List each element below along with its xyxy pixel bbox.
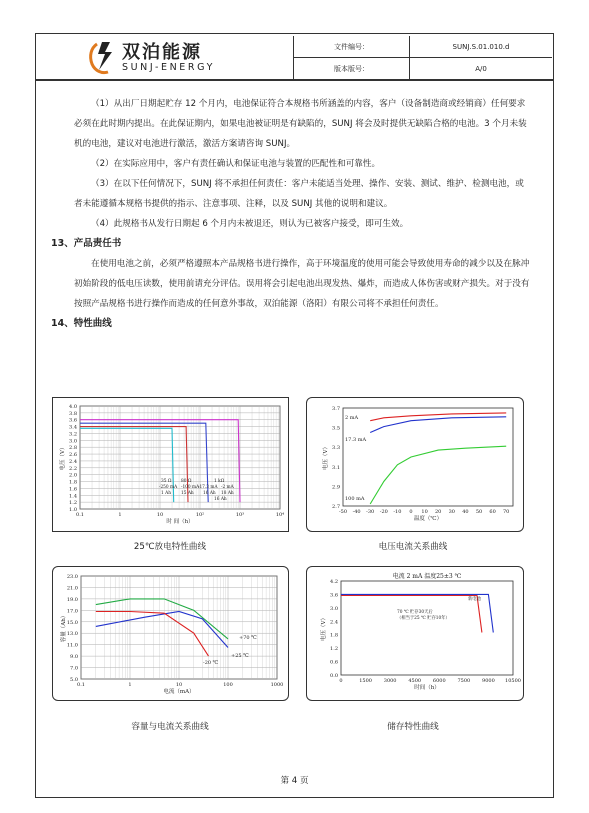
y-tick-label: 3.4 [69,424,77,431]
x-tick-label: 1 [118,512,122,518]
annotation: 1 Ah [161,491,171,496]
y-tick-label: 19.0 [66,596,78,603]
annotation: （相当于25 ℃ 贮存10年） [397,616,450,621]
y-tick-label: 2.9 [332,484,340,491]
x-tick-label: 70 [503,509,510,515]
y-tick-label: 1.8 [69,479,77,486]
annotation: -2 mA [221,485,234,490]
x-tick-label: 7500 [457,678,471,684]
plot-area [343,408,513,506]
chart-voltage-temp-svg [307,398,523,531]
logo-english: SUNJ-ENERGY [122,62,215,73]
paragraph-1: （1）从出厂日期起贮存 12 个月内，电池保证符合本规格书所涵盖的内容，客户（设备制造商或经销商）任何要求必须在此时期内提出。在此保证期内，如果电池被证明是有缺陷的，SUNJ 将会及时提供无缺陷合格的电池。3 个月未装机的电池，建议对电池进行激活，激活方案请咨询 SUNJ。 [74,99,527,149]
annotation: 新电池 [468,597,481,602]
annotation: 18 Ah [221,491,234,496]
y-tick-label: 11.0 [66,642,78,649]
header-divider [35,79,554,81]
caption-capacity-current: 容量与电流关系曲线 [131,722,209,732]
series-label: -20 ℃ [203,660,219,666]
series-label: 2 mA [345,415,359,421]
y-tick-label: 1.8 [330,632,338,639]
paragraph-3: （3）在以下任何情况下，SUNJ 将不承担任何责任：客户未能适当处理、操作、安装、测试、维护、检测电池，或者未能遵循本规格书提供的指示、注意事项、注释，以及 SUNJ 其他的说明和建议。 [74,179,524,209]
x-tick-label: 10 [156,512,164,518]
section-13-title: 13、产品责任书 [51,238,122,249]
y-tick-label: 9.0 [70,654,78,661]
annotation: -250 mA [159,485,178,490]
paragraph-4: （4）此规格书从发行日期起 6 个月内未被退还，则认为已被客户接受，即可生效。 [91,219,409,229]
x-tick-label: -30 [366,509,375,515]
x-tick-label: 3000 [383,678,397,684]
y-tick-label: 1.4 [69,493,77,500]
x-tick-label: 0.1 [77,682,85,688]
y-tick-label: 15.0 [66,619,78,626]
y-tick-label: 2.7 [332,504,340,510]
annotation: 16 Ah [203,491,216,496]
y-tick-label: 2.0 [69,472,77,479]
logo-chinese: 双泊能源 [122,42,202,63]
y-tick-label: 3.6 [69,417,77,424]
plot-area [80,406,280,509]
doc-number-label: 文件编号： [294,36,410,57]
caption-voltage-temp: 电压电流关系曲线 [378,542,448,552]
x-tick-label: 40 [462,509,469,515]
x-tick-label: 0 [409,509,413,515]
y-tick-label: 3.6 [330,592,338,599]
x-tick-label: 100 [223,682,233,688]
section-14-title: 14、特性曲线 [51,318,112,329]
y-tick-label: 3.8 [69,410,77,417]
y-tick-label: 4.2 [330,579,338,585]
chart-capacity-current-svg [53,567,288,700]
chart-title: 电流 2 mA 温度25±3 ℃ [392,573,462,580]
annotation: 16 Ah [214,497,227,502]
x-tick-label: -40 [352,509,361,515]
x-tick-label: -10 [393,509,402,515]
y-tick-label: 17.0 [66,608,78,615]
annotation: 35 Ω [161,479,172,484]
x-tick-label: 1500 [359,678,372,684]
x-tick-label: 6000 [432,678,446,684]
chart-capacity-current [52,566,289,701]
x-axis-label: 时间（h） [414,685,440,691]
y-tick-label: 3.1 [332,464,340,471]
y-tick-label: 3.0 [69,438,77,445]
version-value: A/0 [475,64,487,73]
y-tick-label: 2.8 [69,445,77,452]
x-tick-label: 60 [489,509,496,515]
x-tick-label: 10 [175,682,183,688]
x-tick-label: -20 [379,509,388,515]
y-tick-label: 0.6 [330,659,338,666]
doc-number-row [294,36,552,58]
y-axis-label: 电压（V） [323,444,329,470]
x-tick-label: 30 [448,509,455,515]
chart-discharge-svg [53,398,288,531]
x-tick-label: 10² [195,512,205,518]
section-13-body: 在使用电池之前，必须严格遵照本产品规格书进行操作，高于环境温度的使用可能会导致使用寿命的减少以及在脉冲初始阶段的低电压读数，使用前请充分评估。误用将会引起电池出现发热、爆炸，而造成人体伤害或财产损失。对于没有按照产品规格书进行操作而造成的任何意外事故，双泊能源（洛阳）有限公司将不承担任何责任。 [74,259,530,309]
series-label: 100 mA [345,496,365,502]
x-tick-label: -50 [338,509,348,515]
caption-storage: 储存特性曲线 [387,722,439,732]
y-tick-label: 3.7 [332,406,340,412]
y-tick-label: 3.5 [332,425,340,432]
x-tick-label: 1 [128,682,132,688]
y-tick-label: 23.0 [66,574,78,580]
x-tick-label: 0.1 [76,512,84,518]
y-tick-label: 5.0 [70,677,78,683]
y-tick-label: 1.0 [69,507,77,513]
chart-voltage-temp [306,397,524,532]
y-tick-label: 13.0 [66,631,78,638]
annotation: 80 Ω [181,479,192,484]
annotation: 15 Ah [181,491,194,496]
x-tick-label: 1000 [270,682,284,688]
x-axis-label: 温度（℃） [413,516,443,522]
chart-storage [306,566,524,701]
paragraph-2: （2）在实际应用中，客户有责任确认和保证电池与装置的匹配性和可靠性。 [91,159,381,169]
y-tick-label: 1.2 [69,500,77,507]
x-tick-label: 10500 [505,678,521,684]
y-tick-label: 3.0 [330,605,338,612]
y-tick-label: 21.0 [66,585,78,592]
annotation: -100 mA [181,485,200,490]
header-table [293,36,552,79]
y-tick-label: 4.0 [69,404,77,410]
chart-discharge [52,397,289,532]
x-tick-label: 9000 [482,678,495,684]
version-label: 版本版号： [294,58,410,79]
x-tick-label: 10³ [235,512,245,518]
version-row [294,58,552,80]
x-tick-label: 50 [475,509,483,515]
doc-number-value: SUNJ.S.01.010.d [452,42,510,51]
y-tick-label: 1.2 [330,646,338,653]
page-number: 第 4 页 [280,776,309,786]
series-label: +25 ℃ [231,653,249,659]
caption-discharge: 25℃放电特性曲线 [133,542,207,552]
y-axis-label: 容量（Ah） [61,612,67,643]
y-tick-label: 3.2 [69,431,77,438]
y-tick-label: 2.4 [330,619,338,626]
document-header [38,36,551,79]
x-tick-label: 10⁴ [275,512,285,518]
x-tick-label: 10 [421,509,428,515]
x-tick-label: 4500 [408,678,422,684]
body-text [51,94,532,334]
annotation: 1 kΩ [214,479,225,484]
x-tick-label: 0 [339,678,343,684]
series-label: +70 ℃ [239,635,257,641]
y-axis-label: 电压（V） [60,444,66,471]
annotation: 70 ℃ 贮存30天后 [397,610,433,615]
series-label: 17.3 mA [345,437,367,443]
y-tick-label: 2.4 [69,458,77,465]
x-axis-label: 电流（mA） [163,689,195,695]
y-tick-label: 3.3 [332,445,340,452]
x-axis-label: 时 间（h） [166,519,194,525]
y-tick-label: 0.0 [330,673,338,679]
y-tick-label: 2.2 [69,465,77,472]
annotation: -17.3 mA [198,485,218,490]
y-tick-label: 2.6 [69,452,77,459]
chart-storage-svg [307,567,523,700]
y-axis-label: 电压（V） [321,615,327,641]
x-tick-label: 20 [435,509,442,515]
y-tick-label: 1.6 [69,486,77,493]
y-tick-label: 7.0 [70,665,78,672]
